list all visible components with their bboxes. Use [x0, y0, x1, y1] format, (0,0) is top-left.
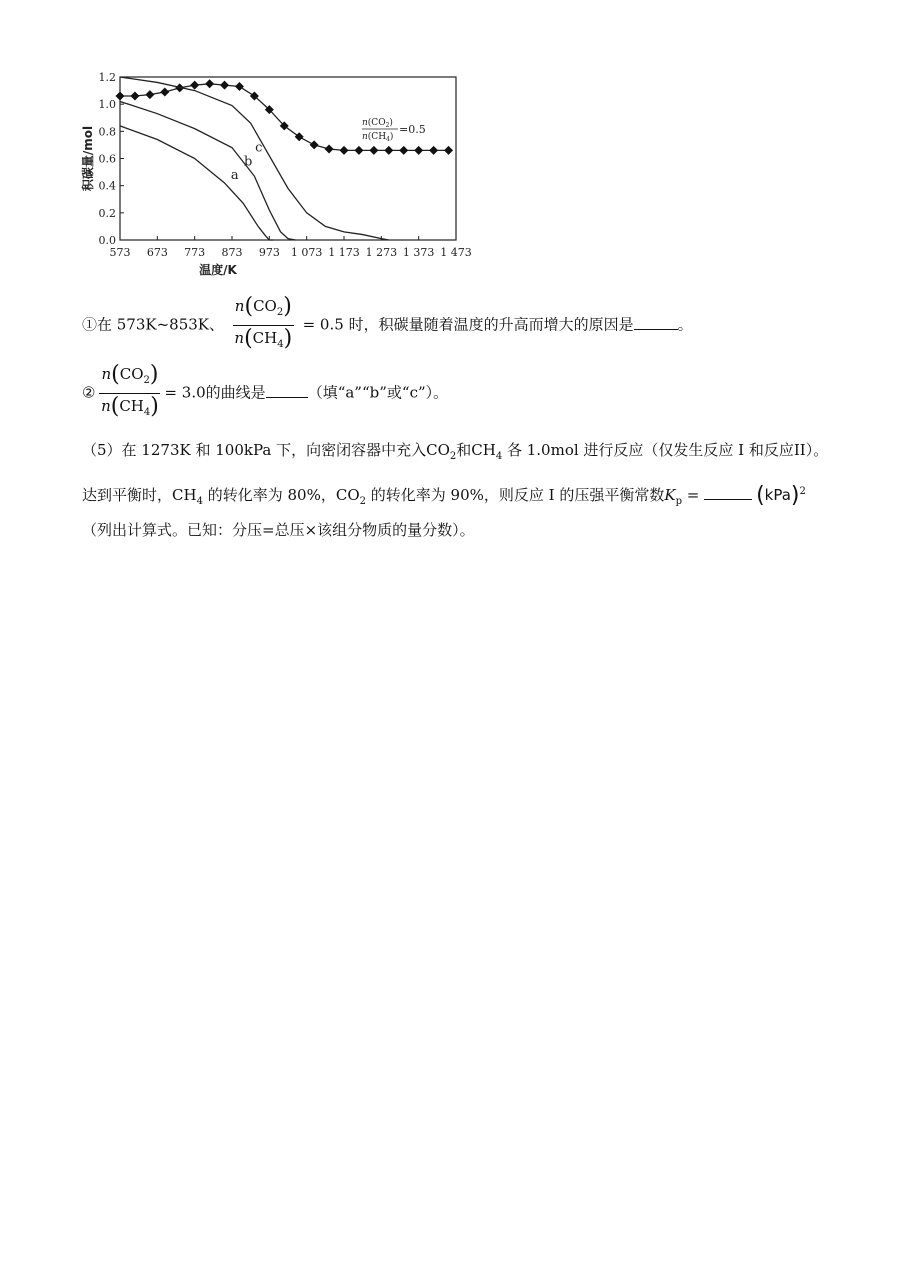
series-line-marked [120, 84, 449, 151]
q1-answer-blank[interactable] [634, 315, 678, 330]
data-point [369, 146, 378, 155]
x-tick-label: 1 273 [365, 246, 398, 259]
annotation-denominator: $n(CH_4)$ [362, 132, 394, 143]
q1-fraction: $\frac{n(CO_2)}{n(CH_4)}$ [234, 294, 293, 351]
annotation-value: =0.5 [399, 123, 426, 136]
series-line-c [120, 77, 389, 240]
annotation-numerator: $n(CO_2)$ [362, 118, 393, 129]
x-tick-label: 973 [258, 246, 280, 259]
x-tick-label: 573 [109, 246, 131, 259]
data-point [190, 81, 199, 90]
curve-label-b: b [243, 154, 253, 170]
y-tick-label: 0.8 [98, 125, 116, 139]
question-5-line-1: （5）在 1273K 和 100kPa 下，向密闭容器中充入$CO_2$和$CH_4$ 各 1.0mol 进行反应（仅发生反应 I 和反应II）。 [82, 441, 829, 462]
q2-end: （填“a”“b”或“c”）。 [307, 383, 449, 402]
data-point [130, 92, 139, 101]
x-tick-label: 1 473 [440, 246, 472, 259]
x-axis-label: 温度/K [199, 263, 237, 277]
y-axis-label: 积碳量/mol [81, 125, 95, 192]
x-tick-label: 773 [184, 246, 206, 259]
q2-eq: = 3.0 [164, 383, 206, 402]
q1-end: 。 [677, 315, 693, 334]
y-tick-label: 0.0 [98, 234, 116, 247]
data-point [145, 90, 154, 99]
data-point [325, 144, 334, 153]
y-tick-label: 0.2 [98, 206, 116, 220]
q1-eq: = 0.5 [302, 315, 344, 334]
x-tick-label: 1 373 [402, 246, 435, 259]
data-point [116, 92, 125, 101]
data-point [429, 146, 438, 155]
x-tick-label: 673 [146, 246, 168, 259]
curve-label-a: a [230, 167, 239, 183]
data-point [310, 140, 319, 149]
question-5-line-3: （列出计算式。已知：分压=总压×该组分物质的量分数）。 [82, 521, 475, 539]
q2-answer-blank[interactable] [266, 383, 308, 398]
x-tick-label: 873 [221, 246, 243, 259]
data-point [414, 146, 423, 155]
data-point [444, 146, 453, 155]
data-point [220, 81, 229, 90]
chart-svg [78, 62, 472, 282]
carbon-deposition-chart [78, 62, 472, 282]
y-tick-label: 0.6 [98, 152, 116, 166]
plot-frame [120, 77, 456, 240]
data-point [399, 146, 408, 155]
q2-fraction: $\frac{n(CO_2)}{n(CH_4)}$ [101, 362, 159, 419]
data-point [340, 146, 349, 155]
data-point [235, 82, 244, 91]
y-tick-label: 1.0 [98, 98, 116, 112]
data-point [354, 146, 363, 155]
q1-suffix: 时，积碳量随着温度的升高而增大的原因是 [343, 315, 634, 334]
data-point [384, 146, 393, 155]
question-5-line-2: 达到平衡时，$CH_4$ 的转化率为 80%，$CO_2$ 的转化率为 90%，则反应 I 的压强平衡常数$K_p = (kPa)^2$ [82, 483, 806, 508]
curve-label-c: c [255, 140, 263, 156]
y-tick-label: 1.2 [98, 71, 116, 84]
q5-answer-blank[interactable] [704, 485, 752, 500]
data-point [295, 132, 304, 141]
series-line-a [120, 126, 273, 240]
q2-prefix: ② [82, 383, 96, 402]
x-tick-label: 1 073 [290, 246, 323, 259]
data-point [160, 87, 169, 96]
question-1 [82, 296, 693, 355]
question-2 [82, 364, 448, 423]
y-tick-label: 0.4 [98, 179, 116, 193]
q1-prefix: ①在 573K~853K、 [82, 315, 225, 334]
q2-suffix: 的曲线是 [205, 383, 266, 402]
data-point [205, 79, 214, 88]
x-tick-label: 1 173 [328, 246, 360, 259]
series-line-b [120, 101, 295, 240]
